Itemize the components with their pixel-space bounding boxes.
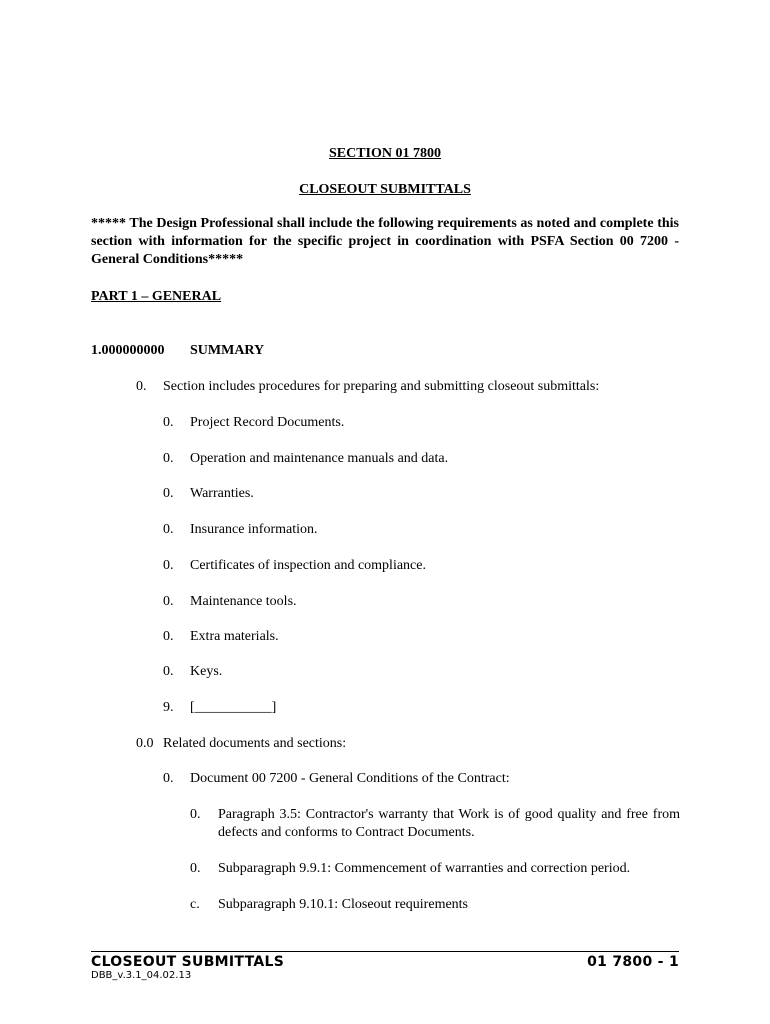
list-item-number: 0. [163, 415, 174, 430]
list-item-number: 0. [163, 629, 174, 644]
article-title: SUMMARY [190, 343, 265, 358]
list-item: Insurance information. [190, 522, 318, 537]
footer-divider [91, 951, 679, 952]
list-item: Certificates of inspection and compliance. [190, 558, 426, 573]
footer-page-number: 01 7800 - 1 [587, 954, 679, 970]
list-item-number: 0. [163, 664, 174, 679]
part-heading: PART 1 – GENERAL [91, 289, 222, 304]
list-item: Keys. [190, 664, 223, 679]
subitem-number: 0. [190, 807, 201, 822]
paragraph-b-text: Related documents and sections: [163, 736, 347, 751]
subitem: Subparagraph 9.9.1: Commencement of warranties and correction period. [218, 861, 631, 876]
list-item: Maintenance tools. [190, 594, 297, 609]
list-item: Operation and maintenance manuals and data. [190, 451, 449, 466]
list-item: Warranties. [190, 486, 254, 501]
subitem-number: 0. [190, 861, 201, 876]
paragraph-b-number: 0.0 [136, 736, 154, 751]
subitem-number: c. [190, 897, 200, 912]
document-item-number: 0. [163, 771, 174, 786]
editor-note: ***** The Design Professional shall include the following requirements as noted and complete this section with information for the specific project in coordination with PSFA Section 00 7200 - General Conditions***** [91, 216, 679, 267]
list-item: Project Record Documents. [190, 415, 345, 430]
list-item-number: 0. [163, 522, 174, 537]
list-item-number: 0. [163, 594, 174, 609]
list-item: Extra materials. [190, 629, 279, 644]
document-item: Document 00 7200 - General Conditions of the Contract: [190, 771, 510, 786]
footer-version: DBB_v.3.1_04.02.13 [91, 970, 192, 981]
list-item-number: 9. [163, 700, 174, 715]
subitem: Paragraph 3.5: Contractor's warranty that Work is of good quality and free from defects and conforms to Contract Documents. [218, 807, 680, 840]
list-item-number: 0. [163, 451, 174, 466]
article-number: 1.000000000 [91, 343, 165, 358]
list-item-number: 0. [163, 558, 174, 573]
section-number: SECTION 01 7800 [328, 146, 442, 161]
list-item: [___________] [190, 700, 277, 715]
paragraph-a-number: 0. [136, 379, 147, 394]
list-item-number: 0. [163, 486, 174, 501]
subitem: Subparagraph 9.10.1: Closeout requirements [218, 897, 469, 912]
footer-title: CLOSEOUT SUBMITTALS [91, 954, 285, 970]
paragraph-a-text: Section includes procedures for preparing and submitting closeout submittals: [163, 379, 600, 394]
section-title: CLOSEOUT SUBMITTALS [299, 182, 471, 197]
